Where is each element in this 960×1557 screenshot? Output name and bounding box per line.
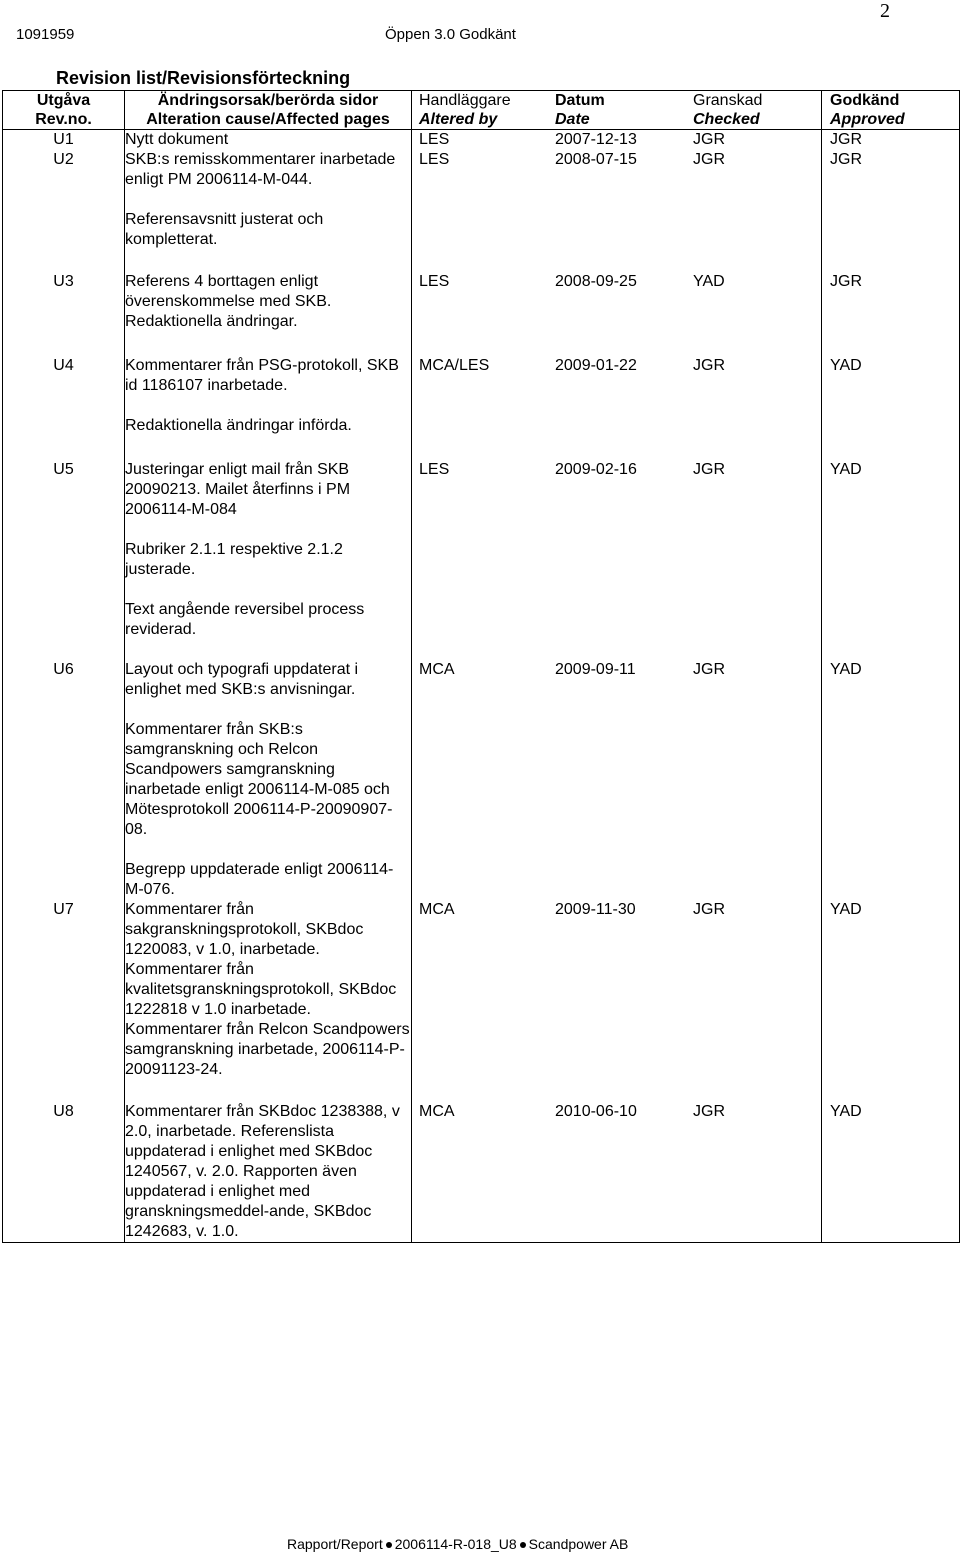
date: 2008-09-25 xyxy=(555,273,637,290)
cause-paragraph: Redaktionella ändringar införda. xyxy=(125,417,352,434)
date: 2007-12-13 xyxy=(555,131,637,148)
alteration-cause xyxy=(125,272,412,356)
alteration-cause xyxy=(125,660,412,900)
alteration-cause xyxy=(125,1102,412,1243)
checked-by: JGR xyxy=(693,461,725,478)
header-date-sv: Datum xyxy=(555,92,605,109)
checked-by: JGR xyxy=(693,1103,725,1120)
approved-by: YAD xyxy=(822,1102,960,1243)
cause-paragraph: Begrepp uppdaterade enligt 2006114-M-076. xyxy=(125,861,394,898)
approved-by: YAD xyxy=(822,356,960,460)
date: 2009-02-16 xyxy=(555,461,637,478)
cause-paragraph: Layout och typografi uppdaterat i enlighet med SKB:s anvisningar. xyxy=(125,661,359,698)
page-title: Revision list/Revisionsförteckning xyxy=(56,68,351,88)
footer-report-label: Rapport/Report xyxy=(287,1536,383,1552)
row-meta xyxy=(412,150,822,272)
altered-by: MCA xyxy=(419,901,455,918)
document-status: Öppen 3.0 Godkänt xyxy=(385,26,516,43)
page-footer xyxy=(287,1536,628,1552)
checked-by: JGR xyxy=(693,151,725,168)
altered-by: LES xyxy=(419,461,450,478)
cause-paragraph: Kommentarer från SKBdoc 1238388, v 2.0, inarbetade. Referenslista uppdaterad i enlighet med SKBdoc 1240567, v. 2.0. Rapporten även uppdaterad i enlighet med granskningsmeddel-ande, SKBdoc 1242683, v. 1.0. xyxy=(125,1103,400,1240)
table-row xyxy=(3,660,960,900)
header-by-sv: Handläggare xyxy=(419,92,511,109)
row-meta xyxy=(412,356,822,460)
rev-number: U4 xyxy=(3,356,125,460)
header-by-date-checked xyxy=(412,91,822,130)
row-meta xyxy=(412,272,822,356)
table-row xyxy=(3,900,960,1102)
approved-by: JGR xyxy=(822,130,960,151)
cause-paragraph: Nytt dokument xyxy=(125,131,229,148)
alteration-cause xyxy=(125,900,412,1102)
alteration-cause xyxy=(125,130,412,151)
header-rev: Utgåva Rev.no. xyxy=(3,91,125,130)
altered-by: LES xyxy=(419,151,450,168)
header-by-en: Altered by xyxy=(419,111,498,128)
approved-by: YAD xyxy=(822,660,960,900)
table-row xyxy=(3,272,960,356)
altered-by: LES xyxy=(419,273,450,290)
row-meta xyxy=(412,660,822,900)
bullet-icon xyxy=(520,1542,526,1548)
cause-paragraph: Rubriker 2.1.1 respektive 2.1.2 justerade. xyxy=(125,541,343,578)
altered-by: LES xyxy=(419,131,450,148)
bullet-icon xyxy=(386,1542,392,1548)
checked-by: JGR xyxy=(693,661,725,678)
checked-by: JGR xyxy=(693,901,725,918)
table-row xyxy=(3,356,960,460)
alteration-cause xyxy=(125,460,412,660)
checked-by: JGR xyxy=(693,131,725,148)
date: 2009-01-22 xyxy=(555,357,637,374)
header-date-en: Date xyxy=(555,111,590,128)
row-meta xyxy=(412,900,822,1102)
date: 2008-07-15 xyxy=(555,151,637,168)
header-checked-sv: Granskad xyxy=(693,92,763,109)
altered-by: MCA xyxy=(419,661,455,678)
header-checked-en: Checked xyxy=(693,111,760,128)
altered-by: MCA xyxy=(419,1103,455,1120)
alteration-cause xyxy=(125,150,412,272)
rev-number: U8 xyxy=(3,1102,125,1243)
checked-by: YAD xyxy=(693,273,725,290)
header-approved: Godkänd Approved xyxy=(822,91,960,130)
cause-paragraph: Kommentarer från PSG-protokoll, SKB id 1186107 inarbetade. xyxy=(125,357,399,394)
rev-number: U6 xyxy=(3,660,125,900)
cause-paragraph: Text angående reversibel process reviderad. xyxy=(125,601,365,638)
footer-company: Scandpower AB xyxy=(528,1536,629,1552)
rev-number: U5 xyxy=(3,460,125,660)
cause-paragraph: Referens 4 borttagen enligt överenskommelse med SKB. Redaktionella ändringar. xyxy=(125,273,332,330)
table-row xyxy=(3,130,960,151)
cause-paragraph: Referensavsnitt justerat och kompletterat. xyxy=(125,211,324,248)
approved-by: JGR xyxy=(822,272,960,356)
altered-by: MCA/LES xyxy=(419,357,490,374)
cause-paragraph: Kommentarer från sakgranskningsprotokoll, SKBdoc 1220083, v 1.0, inarbetade. Kommentarer från kvalitetsgranskningsprotokoll, SKBdoc 1222818 v 1.0 inarbetade. Kommentarer från Relcon Scandpowers samgranskning inarbetade, 2006114-P-20091123-24. xyxy=(125,901,410,1078)
table-row xyxy=(3,460,960,660)
cause-paragraph: Kommentarer från SKB:s samgranskning och Relcon Scandpowers samgranskning inarbetade enligt 2006114-M-085 och Mötesprotokoll 2006114-P-20090907-08. xyxy=(125,721,393,838)
date: 2010-06-10 xyxy=(555,1103,637,1120)
approved-by: YAD xyxy=(822,900,960,1102)
table-row xyxy=(3,150,960,272)
rev-number: U3 xyxy=(3,272,125,356)
row-meta xyxy=(412,460,822,660)
rev-number: U2 xyxy=(3,150,125,272)
row-meta xyxy=(412,130,822,151)
rev-number: U1 xyxy=(3,130,125,151)
alteration-cause xyxy=(125,356,412,460)
page-number: 2 xyxy=(880,0,890,22)
approved-by: JGR xyxy=(822,150,960,272)
footer-report-id: 2006114-R-018_U8 xyxy=(394,1536,517,1552)
revision-table xyxy=(2,90,960,1243)
cause-paragraph: Justeringar enligt mail från SKB 20090213. Mailet återfinns i PM 2006114-M-084 xyxy=(125,461,351,518)
date: 2009-09-11 xyxy=(555,661,636,678)
row-meta xyxy=(412,1102,822,1243)
cause-paragraph: SKB:s remisskommentarer inarbetade enligt PM 2006114-M-044. xyxy=(125,151,396,188)
document-id: 1091959 xyxy=(16,26,75,43)
rev-number: U7 xyxy=(3,900,125,1102)
checked-by: JGR xyxy=(693,357,725,374)
header-cause: Ändringsorsak/berörda sidor Alteration cause/Affected pages xyxy=(125,91,412,130)
date: 2009-11-30 xyxy=(555,901,636,918)
approved-by: YAD xyxy=(822,460,960,660)
table-row xyxy=(3,1102,960,1243)
table-header-row xyxy=(3,91,960,130)
